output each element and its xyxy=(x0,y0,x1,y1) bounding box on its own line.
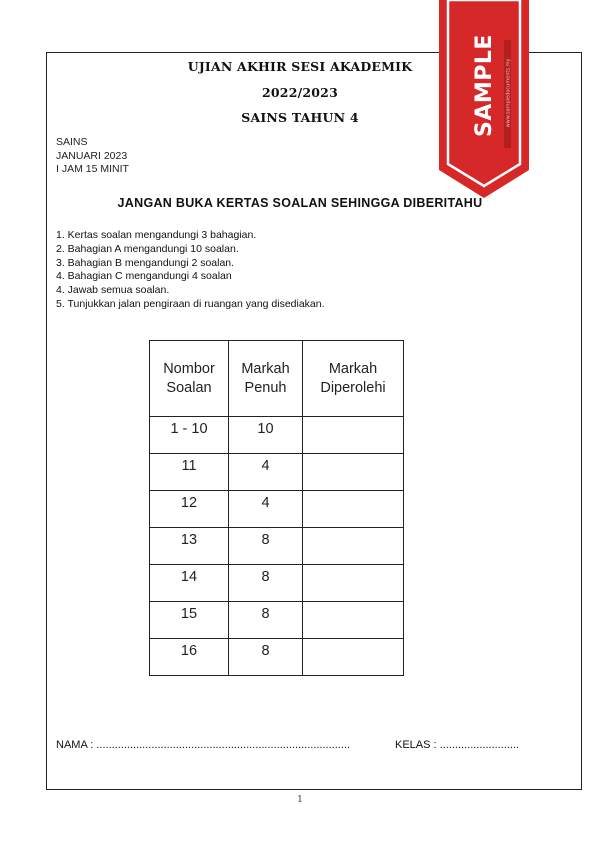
table-row xyxy=(150,639,404,676)
meta-subject: SAINS xyxy=(56,136,88,148)
cell-question: 1 - 10 xyxy=(150,417,229,454)
instruction-item: 4. Jawab semua soalan. xyxy=(56,284,170,297)
cell-full-marks: 8 xyxy=(229,639,303,676)
meta-duration: I JAM 15 MINIT xyxy=(56,163,129,175)
meta-date: JANUARI 2023 xyxy=(56,149,128,162)
cell-question: 13 xyxy=(150,528,229,565)
cell-question: 14 xyxy=(150,565,229,602)
sample-watermark-url: www.sampledocuments.my xyxy=(505,58,512,128)
instruction-item: 4. Bahagian C mengandungi 4 soalan xyxy=(56,270,232,283)
instruction-item: 2. Bahagian A mengandungi 10 soalan. xyxy=(56,242,239,255)
warning-heading: JANGAN BUKA KERTAS SOALAN SEHINGGA DIBERITAHU xyxy=(117,196,483,210)
cell-obtained[interactable] xyxy=(303,565,404,602)
exam-title: UJIAN AKHIR SESI AKADEMIK xyxy=(187,59,413,74)
header-full-marks: Markah Penuh xyxy=(229,341,303,417)
sample-watermark: SAMPLE xyxy=(471,33,497,137)
table-row xyxy=(150,528,404,565)
page-number: 1 xyxy=(297,795,303,805)
instruction-item: 1. Kertas soalan mengandungi 3 bahagian. xyxy=(56,229,257,241)
instructions-list xyxy=(56,229,325,312)
cell-full-marks: 8 xyxy=(229,565,303,602)
cell-question: 15 xyxy=(150,602,229,639)
table-row xyxy=(150,454,404,491)
cell-obtained[interactable] xyxy=(303,528,404,565)
cell-question: 11 xyxy=(150,454,229,491)
cell-full-marks: 8 xyxy=(229,602,303,639)
name-field[interactable]: NAMA : ................................................................................... xyxy=(56,739,351,751)
cell-full-marks: 8 xyxy=(229,528,303,565)
header-question-number: Nombor Soalan xyxy=(150,341,229,417)
marks-table xyxy=(149,340,404,676)
table-header-row xyxy=(150,341,404,417)
cell-full-marks: 10 xyxy=(229,417,303,454)
exam-meta xyxy=(56,136,129,177)
cell-obtained[interactable] xyxy=(303,417,404,454)
cell-obtained[interactable] xyxy=(303,639,404,676)
table-row xyxy=(150,602,404,639)
cell-full-marks: 4 xyxy=(229,454,303,491)
table-row xyxy=(150,565,404,602)
exam-session: 2022/2023 xyxy=(262,85,338,100)
cell-question: 12 xyxy=(150,491,229,528)
class-field[interactable]: KELAS : .......................... xyxy=(395,739,520,751)
cell-full-marks: 4 xyxy=(229,491,303,528)
instruction-item: 3. Bahagian B mengandungi 2 soalan. xyxy=(56,256,235,269)
header-marks-obtained: Markah Diperolehi xyxy=(303,341,404,417)
cell-obtained[interactable] xyxy=(303,454,404,491)
table-row xyxy=(150,417,404,454)
cell-question: 16 xyxy=(150,639,229,676)
cell-obtained[interactable] xyxy=(303,491,404,528)
table-row xyxy=(150,491,404,528)
exam-subject-title: SAINS TAHUN 4 xyxy=(241,110,359,125)
cell-obtained[interactable] xyxy=(303,602,404,639)
instruction-item: 5. Tunjukkan jalan pengiraan di ruangan yang disediakan. xyxy=(56,297,325,310)
